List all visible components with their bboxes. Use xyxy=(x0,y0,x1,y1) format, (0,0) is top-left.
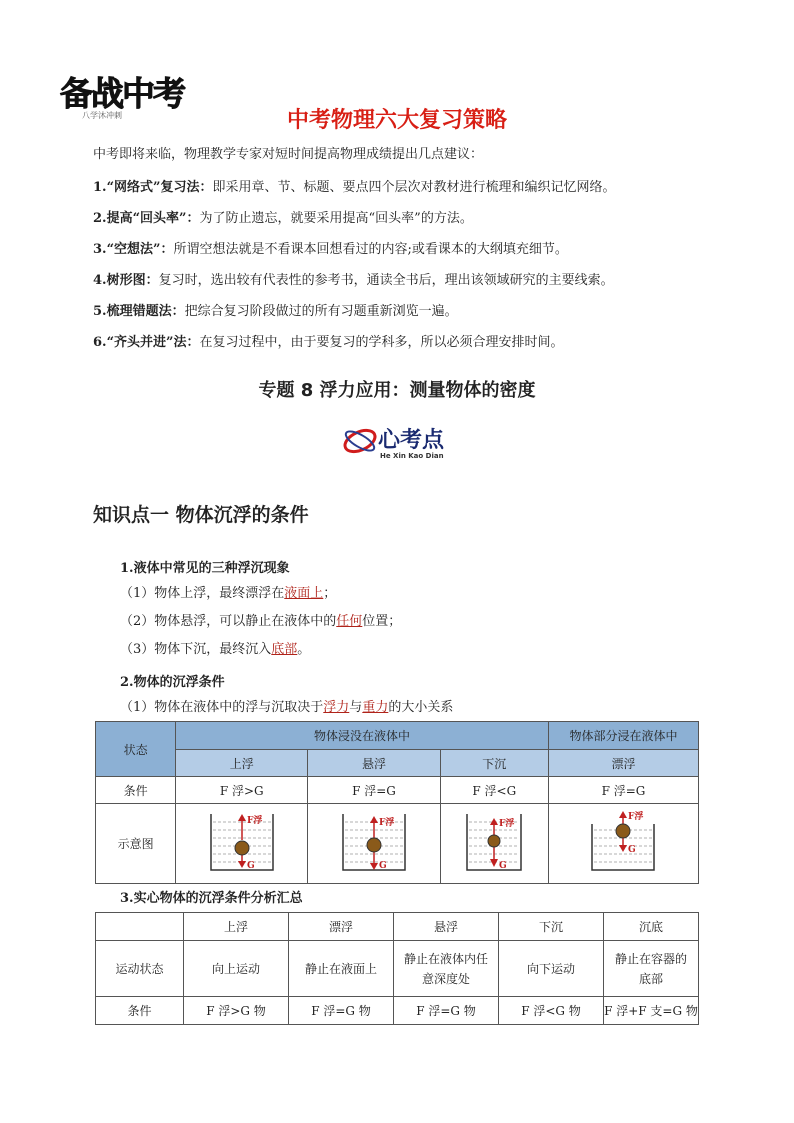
col-header: 漂浮 xyxy=(289,913,394,941)
diagram-sink xyxy=(440,804,548,884)
tip-4 xyxy=(93,269,614,288)
topic-title: 专题 8 浮力应用：测量物体的密度 xyxy=(258,380,536,401)
beaker-rise-icon xyxy=(207,810,277,874)
tip-5 xyxy=(93,300,458,319)
text: （1）物体上浮，最终漂浮在 xyxy=(120,586,285,601)
tip-text: 复习时，选出较有代表性的参考书，通读全书后，理出该领域研究的主要线索。 xyxy=(158,273,614,288)
condition-cell: F 浮+F 支=G 物 xyxy=(604,997,699,1025)
section-1-line-3 xyxy=(120,638,310,657)
solid-float-summary-table xyxy=(95,912,699,1025)
underlined-answer: 任何 xyxy=(336,614,363,629)
beaker-suspend-icon xyxy=(339,810,409,874)
blank-header xyxy=(96,913,184,941)
condition-cell: F 浮>G 物 xyxy=(184,997,289,1025)
text: 与 xyxy=(349,700,363,715)
main-title: 中考物理六大复习策略 xyxy=(286,108,507,133)
float-conditions-table xyxy=(95,721,699,884)
col-header: 漂浮 xyxy=(548,750,698,777)
tip-label: 1.“网络式”复习法： xyxy=(93,180,213,195)
section-3-title: 3.实心物体的沉浮条件分析汇总 xyxy=(120,891,303,906)
beaker-sink-icon xyxy=(463,810,525,874)
condition-cell: F 浮=G xyxy=(548,777,698,804)
section-1-line-2 xyxy=(120,610,401,629)
badge-text: 心考点 xyxy=(378,428,445,453)
tip-2 xyxy=(93,207,473,226)
tip-label: 6.“齐头并进”法： xyxy=(93,335,200,350)
logo-subtext: 八学沐冲刺 xyxy=(82,111,122,120)
force-label: F浮 xyxy=(628,812,644,822)
diagram-float xyxy=(548,804,698,884)
text: ； xyxy=(323,586,337,601)
motion-cell: 向上运动 xyxy=(184,941,289,997)
partial-header: 物体部分浸在液体中 xyxy=(548,722,698,750)
tip-label: 3.“空想法”： xyxy=(93,242,174,257)
col-header: 悬浮 xyxy=(308,750,440,777)
tip-label: 5.梳理错题法： xyxy=(93,304,185,319)
col-header: 沉底 xyxy=(604,913,699,941)
condition-cell: F 浮<G xyxy=(440,777,548,804)
text: 。 xyxy=(297,642,311,657)
tip-text: 把综合复习阶段做过的所有习题重新浏览一遍。 xyxy=(184,304,458,319)
badge-subtext: He Xin Kao Dian xyxy=(380,452,444,460)
section-1-title: 1.液体中常见的三种浮沉现象 xyxy=(120,561,290,576)
condition-cell: F 浮<G 物 xyxy=(499,997,604,1025)
force-label: G xyxy=(246,861,255,871)
col-header: 下沉 xyxy=(499,913,604,941)
col-header: 下沉 xyxy=(440,750,548,777)
section-1-line-1 xyxy=(120,582,336,601)
underlined-answer: 底部 xyxy=(271,642,298,657)
diagram-suspend xyxy=(308,804,440,884)
motion-cell: 静止在容器的底部 xyxy=(604,941,699,997)
knowledge-point-title: 知识点一 物体沉浮的条件 xyxy=(93,504,309,526)
text: （1）物体在液体中的浮与沉取决于 xyxy=(120,700,324,715)
condition-label: 条件 xyxy=(96,997,184,1025)
tip-text: 为了防止遗忘，就要采用提高“回头率”的方法。 xyxy=(199,211,473,226)
text: 的大小关系 xyxy=(388,700,454,715)
motion-cell: 静止在液面上 xyxy=(289,941,394,997)
col-header: 悬浮 xyxy=(394,913,499,941)
condition-cell: F 浮>G xyxy=(176,777,308,804)
state-header: 状态 xyxy=(96,722,176,777)
motion-cell: 静止在液体内任意深度处 xyxy=(394,941,499,997)
text: （2）物体悬浮，可以静止在液体中的 xyxy=(120,614,337,629)
underlined-answer: 浮力 xyxy=(323,700,350,715)
force-label: G xyxy=(628,845,637,855)
tip-label: 4.树形图： xyxy=(93,273,159,288)
force-label: G xyxy=(499,861,507,871)
condition-cell: F 浮=G 物 xyxy=(289,997,394,1025)
immersed-header: 物体浸没在液体中 xyxy=(176,722,549,750)
hexinkaodian-badge xyxy=(340,419,460,467)
tip-1 xyxy=(93,176,616,195)
tip-text: 所谓空想法就是不看课本回想看过的内容;或看课本的大纲填充细节。 xyxy=(173,242,568,257)
logo-text: 备战中考 xyxy=(60,74,184,113)
section-2-line-1 xyxy=(120,696,453,715)
force-label: F浮 xyxy=(378,818,395,828)
col-header: 上浮 xyxy=(176,750,308,777)
force-label: F浮 xyxy=(246,816,263,826)
tip-label: 2.提高“回头率”： xyxy=(93,211,200,226)
tip-text: 在复习过程中，由于要复习的学科多，所以必须合理安排时间。 xyxy=(199,335,564,350)
col-header: 上浮 xyxy=(184,913,289,941)
condition-label: 条件 xyxy=(96,777,176,804)
section-2-title: 2.物体的沉浮条件 xyxy=(120,675,225,690)
motion-label: 运动状态 xyxy=(96,941,184,997)
text: （3）物体下沉，最终沉入 xyxy=(120,642,272,657)
intro-text: 中考即将来临，物理教学专家对短时间提高物理成绩提出几点建议： xyxy=(93,147,484,162)
text: 位置； xyxy=(362,614,402,629)
diagram-label: 示意图 xyxy=(96,804,176,884)
condition-cell: F 浮=G xyxy=(308,777,440,804)
tip-3 xyxy=(93,238,568,257)
diagram-rise xyxy=(176,804,308,884)
condition-cell: F 浮=G 物 xyxy=(394,997,499,1025)
force-label: F浮 xyxy=(499,819,515,829)
tip-text: 即采用章、节、标题、要点四个层次对教材进行梳理和编织记忆网络。 xyxy=(212,180,616,195)
force-label: G xyxy=(378,861,387,871)
beaker-float-icon xyxy=(588,810,658,874)
tip-6 xyxy=(93,331,564,350)
motion-cell: 向下运动 xyxy=(499,941,604,997)
underlined-answer: 液面上 xyxy=(284,586,324,601)
underlined-answer: 重力 xyxy=(362,700,389,715)
